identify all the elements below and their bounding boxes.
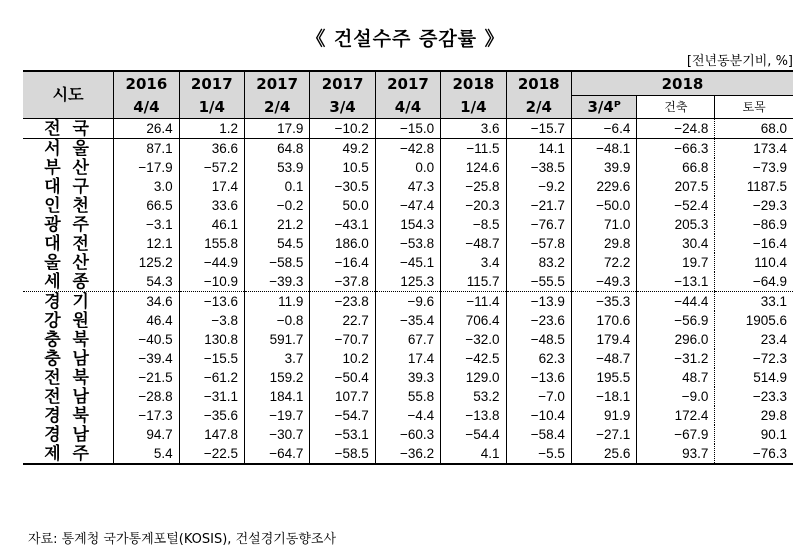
table-cell: −53.8 bbox=[375, 234, 440, 253]
table-cell: −31.2 bbox=[637, 349, 715, 368]
table-cell: 147.8 bbox=[179, 425, 244, 444]
table-cell: 87.1 bbox=[114, 139, 179, 159]
table-cell: −58.5 bbox=[310, 444, 375, 464]
table-cell: 14.1 bbox=[506, 139, 571, 159]
table-cell: −66.3 bbox=[637, 139, 715, 159]
table-cell: −22.5 bbox=[179, 444, 244, 464]
region-name: 세 종 bbox=[23, 272, 114, 292]
table-cell: 17.4 bbox=[375, 349, 440, 368]
table-row bbox=[23, 292, 793, 312]
table-cell: −13.6 bbox=[179, 292, 244, 312]
table-cell: 72.2 bbox=[571, 253, 636, 272]
table-row bbox=[23, 387, 793, 406]
table-cell: −13.6 bbox=[506, 368, 571, 387]
table-cell: −42.8 bbox=[375, 139, 440, 159]
table-cell: 66.8 bbox=[637, 158, 715, 177]
col-header-building: 건축 bbox=[637, 96, 715, 119]
table-cell: 155.8 bbox=[179, 234, 244, 253]
col-header-quarter: 2/4 bbox=[244, 96, 309, 119]
table-cell: −9.0 bbox=[637, 387, 715, 406]
table-cell: −54.7 bbox=[310, 406, 375, 425]
table-cell: −6.4 bbox=[571, 119, 636, 139]
table-cell: 3.0 bbox=[114, 177, 179, 196]
table-cell: 39.9 bbox=[571, 158, 636, 177]
table-cell: −39.3 bbox=[244, 272, 309, 292]
table-cell: 229.6 bbox=[571, 177, 636, 196]
col-header-quarter: 1/4 bbox=[179, 96, 244, 119]
region-column-header: 시도 bbox=[23, 71, 114, 119]
table-cell: −28.8 bbox=[114, 387, 179, 406]
table-row bbox=[23, 119, 793, 139]
region-name: 전 국 bbox=[23, 119, 114, 139]
table-cell: 5.4 bbox=[114, 444, 179, 464]
table-cell: −10.2 bbox=[310, 119, 375, 139]
table-cell: −35.3 bbox=[571, 292, 636, 312]
table-cell: 3.4 bbox=[441, 253, 506, 272]
table-cell: 91.9 bbox=[571, 406, 636, 425]
table-cell: 1187.5 bbox=[715, 177, 793, 196]
table-cell: 50.0 bbox=[310, 196, 375, 215]
table-cell: −57.8 bbox=[506, 234, 571, 253]
table-cell: 68.0 bbox=[715, 119, 793, 139]
table-cell: 23.4 bbox=[715, 330, 793, 349]
table-cell: −8.5 bbox=[441, 215, 506, 234]
table-cell: 130.8 bbox=[179, 330, 244, 349]
table-cell: 17.9 bbox=[244, 119, 309, 139]
table-row bbox=[23, 215, 793, 234]
table-cell: 90.1 bbox=[715, 425, 793, 444]
col-header-year: 2017 bbox=[375, 71, 440, 96]
table-cell: −11.4 bbox=[441, 292, 506, 312]
table-cell: −9.6 bbox=[375, 292, 440, 312]
col-header-year: 2018 bbox=[441, 71, 506, 96]
table-cell: 29.8 bbox=[571, 234, 636, 253]
table-cell: 33.6 bbox=[179, 196, 244, 215]
table-cell: 36.6 bbox=[179, 139, 244, 159]
table-cell: −9.2 bbox=[506, 177, 571, 196]
table-cell: 49.2 bbox=[310, 139, 375, 159]
table-cell: 173.4 bbox=[715, 139, 793, 159]
table-cell: −21.7 bbox=[506, 196, 571, 215]
table-cell: −17.9 bbox=[114, 158, 179, 177]
table-cell: 54.3 bbox=[114, 272, 179, 292]
table-cell: −48.7 bbox=[571, 349, 636, 368]
table-title: 《 건설수주 증감률 》 bbox=[306, 28, 505, 50]
table-cell: −61.2 bbox=[179, 368, 244, 387]
table-cell: 125.3 bbox=[375, 272, 440, 292]
table-cell: 93.7 bbox=[637, 444, 715, 464]
table-cell: 10.5 bbox=[310, 158, 375, 177]
table-row bbox=[23, 253, 793, 272]
table-cell: 125.2 bbox=[114, 253, 179, 272]
construction-orders-table bbox=[23, 70, 793, 465]
table-cell: −42.5 bbox=[441, 349, 506, 368]
table-cell: −36.2 bbox=[375, 444, 440, 464]
table-row bbox=[23, 139, 793, 159]
table-cell: 47.3 bbox=[375, 177, 440, 196]
table-cell: −43.1 bbox=[310, 215, 375, 234]
table-row bbox=[23, 158, 793, 177]
table-cell: −38.5 bbox=[506, 158, 571, 177]
region-name: 충 북 bbox=[44, 330, 92, 349]
table-cell: −11.5 bbox=[441, 139, 506, 159]
table-cell: 22.7 bbox=[310, 311, 375, 330]
region-name: 대 구 bbox=[44, 177, 92, 196]
table-cell: −3.1 bbox=[114, 215, 179, 234]
region-name: 전 남 bbox=[44, 387, 92, 406]
table-body bbox=[23, 119, 793, 465]
table-cell: 54.5 bbox=[244, 234, 309, 253]
table-cell: −3.8 bbox=[179, 311, 244, 330]
table-cell: 184.1 bbox=[244, 387, 309, 406]
col-header-year: 2017 bbox=[179, 71, 244, 96]
col-header-year: 2016 bbox=[114, 71, 179, 96]
region-name: 울 산 bbox=[44, 253, 92, 272]
table-cell: 33.1 bbox=[715, 292, 793, 312]
table-cell: −55.5 bbox=[506, 272, 571, 292]
table-cell: −48.5 bbox=[506, 330, 571, 349]
table-cell: −27.1 bbox=[571, 425, 636, 444]
table-cell: −17.3 bbox=[114, 406, 179, 425]
table-cell: 107.7 bbox=[310, 387, 375, 406]
table-cell: −52.4 bbox=[637, 196, 715, 215]
header-row-quarters bbox=[23, 96, 793, 119]
table-cell: −13.9 bbox=[506, 292, 571, 312]
table-cell: −56.9 bbox=[637, 311, 715, 330]
table-cell: −76.3 bbox=[715, 444, 793, 464]
table-cell: −23.8 bbox=[310, 292, 375, 312]
table-cell: −35.6 bbox=[179, 406, 244, 425]
table-cell: −49.3 bbox=[571, 272, 636, 292]
table-row bbox=[23, 425, 793, 444]
table-cell: −15.0 bbox=[375, 119, 440, 139]
col-header-quarter: 1/4 bbox=[441, 96, 506, 119]
table-cell: −60.3 bbox=[375, 425, 440, 444]
table-cell: −86.9 bbox=[715, 215, 793, 234]
table-row bbox=[23, 234, 793, 253]
col-header-quarter: 3/4 bbox=[310, 96, 375, 119]
table-cell: −24.8 bbox=[637, 119, 715, 139]
table-cell: −58.4 bbox=[506, 425, 571, 444]
table-cell: −10.9 bbox=[179, 272, 244, 292]
region-name: 경 북 bbox=[44, 406, 92, 425]
table-cell: 706.4 bbox=[441, 311, 506, 330]
table-row bbox=[23, 330, 793, 349]
table-cell: 195.5 bbox=[571, 368, 636, 387]
table-cell: −23.3 bbox=[715, 387, 793, 406]
col-header-quarter: 3/4ᴾ bbox=[571, 96, 636, 119]
region-name: 서 울 bbox=[44, 138, 92, 158]
table-cell: −20.3 bbox=[441, 196, 506, 215]
col-header-quarter: 2/4 bbox=[506, 96, 571, 119]
table-row bbox=[23, 272, 793, 292]
table-cell: 29.8 bbox=[715, 406, 793, 425]
table-cell: 83.2 bbox=[506, 253, 571, 272]
region-name: 인 천 bbox=[44, 196, 92, 215]
table-cell: −50.4 bbox=[310, 368, 375, 387]
table-cell: 30.4 bbox=[637, 234, 715, 253]
table-cell: −23.6 bbox=[506, 311, 571, 330]
table-cell: −45.1 bbox=[375, 253, 440, 272]
table-cell: −40.5 bbox=[114, 330, 179, 349]
table-cell: 1.2 bbox=[179, 119, 244, 139]
col-header-quarter: 4/4 bbox=[375, 96, 440, 119]
col-header-civil: 토목 bbox=[715, 96, 793, 119]
region-name: 충 남 bbox=[44, 349, 92, 368]
table-cell: −30.5 bbox=[310, 177, 375, 196]
table-row bbox=[23, 406, 793, 425]
table-cell: 110.4 bbox=[715, 253, 793, 272]
table-cell: 25.6 bbox=[571, 444, 636, 464]
table-cell: −37.8 bbox=[310, 272, 375, 292]
table-cell: 591.7 bbox=[244, 330, 309, 349]
table-cell: −48.1 bbox=[571, 139, 636, 159]
region-name: 부 산 bbox=[44, 158, 92, 177]
table-cell: 62.3 bbox=[506, 349, 571, 368]
table-cell: −58.5 bbox=[244, 253, 309, 272]
region-name: 경 기 bbox=[44, 291, 92, 311]
table-cell: −5.5 bbox=[506, 444, 571, 464]
table-cell: −73.9 bbox=[715, 158, 793, 177]
table-cell: −30.7 bbox=[244, 425, 309, 444]
table-cell: 154.3 bbox=[375, 215, 440, 234]
table-row bbox=[23, 196, 793, 215]
table-cell: 17.4 bbox=[179, 177, 244, 196]
col-header-year: 2018 bbox=[571, 71, 793, 96]
table-cell: 64.8 bbox=[244, 139, 309, 159]
table-cell: −4.4 bbox=[375, 406, 440, 425]
table-cell: −44.4 bbox=[637, 292, 715, 312]
table-cell: −7.0 bbox=[506, 387, 571, 406]
table-cell: 0.0 bbox=[375, 158, 440, 177]
header-row-years bbox=[23, 71, 793, 96]
table-cell: −72.3 bbox=[715, 349, 793, 368]
table-row bbox=[23, 177, 793, 196]
col-header-year: 2017 bbox=[310, 71, 375, 96]
table-cell: 129.0 bbox=[441, 368, 506, 387]
table-cell: −19.7 bbox=[244, 406, 309, 425]
table-cell: 1905.6 bbox=[715, 311, 793, 330]
table-cell: 11.9 bbox=[244, 292, 309, 312]
table-cell: 26.4 bbox=[114, 119, 179, 139]
table-cell: 3.7 bbox=[244, 349, 309, 368]
region-name: 강 원 bbox=[44, 311, 92, 330]
region-name: 광 주 bbox=[44, 215, 92, 234]
table-cell: 34.6 bbox=[114, 292, 179, 312]
region-name: 대 전 bbox=[44, 234, 92, 253]
table-cell: 94.7 bbox=[114, 425, 179, 444]
table-cell: −64.9 bbox=[715, 272, 793, 292]
table-cell: −53.1 bbox=[310, 425, 375, 444]
table-cell: 67.7 bbox=[375, 330, 440, 349]
table-cell: 179.4 bbox=[571, 330, 636, 349]
table-cell: −64.7 bbox=[244, 444, 309, 464]
table-cell: 296.0 bbox=[637, 330, 715, 349]
table-row bbox=[23, 311, 793, 330]
table-cell: 39.3 bbox=[375, 368, 440, 387]
table-cell: −29.3 bbox=[715, 196, 793, 215]
table-cell: 0.1 bbox=[244, 177, 309, 196]
source-note: 자료: 통계청 국가통계포털(KOSIS), 건설경기동향조사 bbox=[28, 532, 337, 547]
region-name: 경 남 bbox=[44, 425, 92, 444]
table-cell: −0.8 bbox=[244, 311, 309, 330]
table-cell: 53.2 bbox=[441, 387, 506, 406]
table-row bbox=[23, 368, 793, 387]
col-header-year: 2018 bbox=[506, 71, 571, 96]
table-cell: 10.2 bbox=[310, 349, 375, 368]
region-name: 전 북 bbox=[44, 368, 92, 387]
table-cell: −44.9 bbox=[179, 253, 244, 272]
col-header-quarter: 4/4 bbox=[114, 96, 179, 119]
table-cell: −48.7 bbox=[441, 234, 506, 253]
table-cell: −15.5 bbox=[179, 349, 244, 368]
table-cell: 3.6 bbox=[441, 119, 506, 139]
table-cell: −31.1 bbox=[179, 387, 244, 406]
table-cell: 115.7 bbox=[441, 272, 506, 292]
table-cell: −16.4 bbox=[715, 234, 793, 253]
region-name: 제 주 bbox=[23, 444, 114, 464]
table-cell: 48.7 bbox=[637, 368, 715, 387]
table-cell: 4.1 bbox=[441, 444, 506, 464]
table-cell: −15.7 bbox=[506, 119, 571, 139]
table-cell: 207.5 bbox=[637, 177, 715, 196]
table-cell: −18.1 bbox=[571, 387, 636, 406]
table-cell: 205.3 bbox=[637, 215, 715, 234]
table-cell: −57.2 bbox=[179, 158, 244, 177]
table-cell: −13.1 bbox=[637, 272, 715, 292]
unit-label: [전년동분기비, %] bbox=[686, 54, 793, 69]
table-cell: −0.2 bbox=[244, 196, 309, 215]
table-cell: 172.4 bbox=[637, 406, 715, 425]
table-cell: −32.0 bbox=[441, 330, 506, 349]
table-cell: 19.7 bbox=[637, 253, 715, 272]
table-row bbox=[23, 444, 793, 464]
table-cell: 186.0 bbox=[310, 234, 375, 253]
table-cell: 46.1 bbox=[179, 215, 244, 234]
table-cell: −39.4 bbox=[114, 349, 179, 368]
table-cell: −16.4 bbox=[310, 253, 375, 272]
table-cell: −47.4 bbox=[375, 196, 440, 215]
table-cell: 12.1 bbox=[114, 234, 179, 253]
col-header-year: 2017 bbox=[244, 71, 309, 96]
table-cell: 71.0 bbox=[571, 215, 636, 234]
table-cell: 55.8 bbox=[375, 387, 440, 406]
table-cell: 159.2 bbox=[244, 368, 309, 387]
table-cell: −10.4 bbox=[506, 406, 571, 425]
table-cell: 53.9 bbox=[244, 158, 309, 177]
table-cell: 124.6 bbox=[441, 158, 506, 177]
table-cell: 21.2 bbox=[244, 215, 309, 234]
table-cell: −35.4 bbox=[375, 311, 440, 330]
table-row bbox=[23, 349, 793, 368]
table-cell: 170.6 bbox=[571, 311, 636, 330]
table-cell: −25.8 bbox=[441, 177, 506, 196]
table-cell: −67.9 bbox=[637, 425, 715, 444]
table-cell: −50.0 bbox=[571, 196, 636, 215]
table-cell: −76.7 bbox=[506, 215, 571, 234]
table-cell: 514.9 bbox=[715, 368, 793, 387]
table-cell: −13.8 bbox=[441, 406, 506, 425]
table-cell: −21.5 bbox=[114, 368, 179, 387]
table-cell: −54.4 bbox=[441, 425, 506, 444]
table-cell: −70.7 bbox=[310, 330, 375, 349]
table-cell: 46.4 bbox=[114, 311, 179, 330]
table-cell: 66.5 bbox=[114, 196, 179, 215]
